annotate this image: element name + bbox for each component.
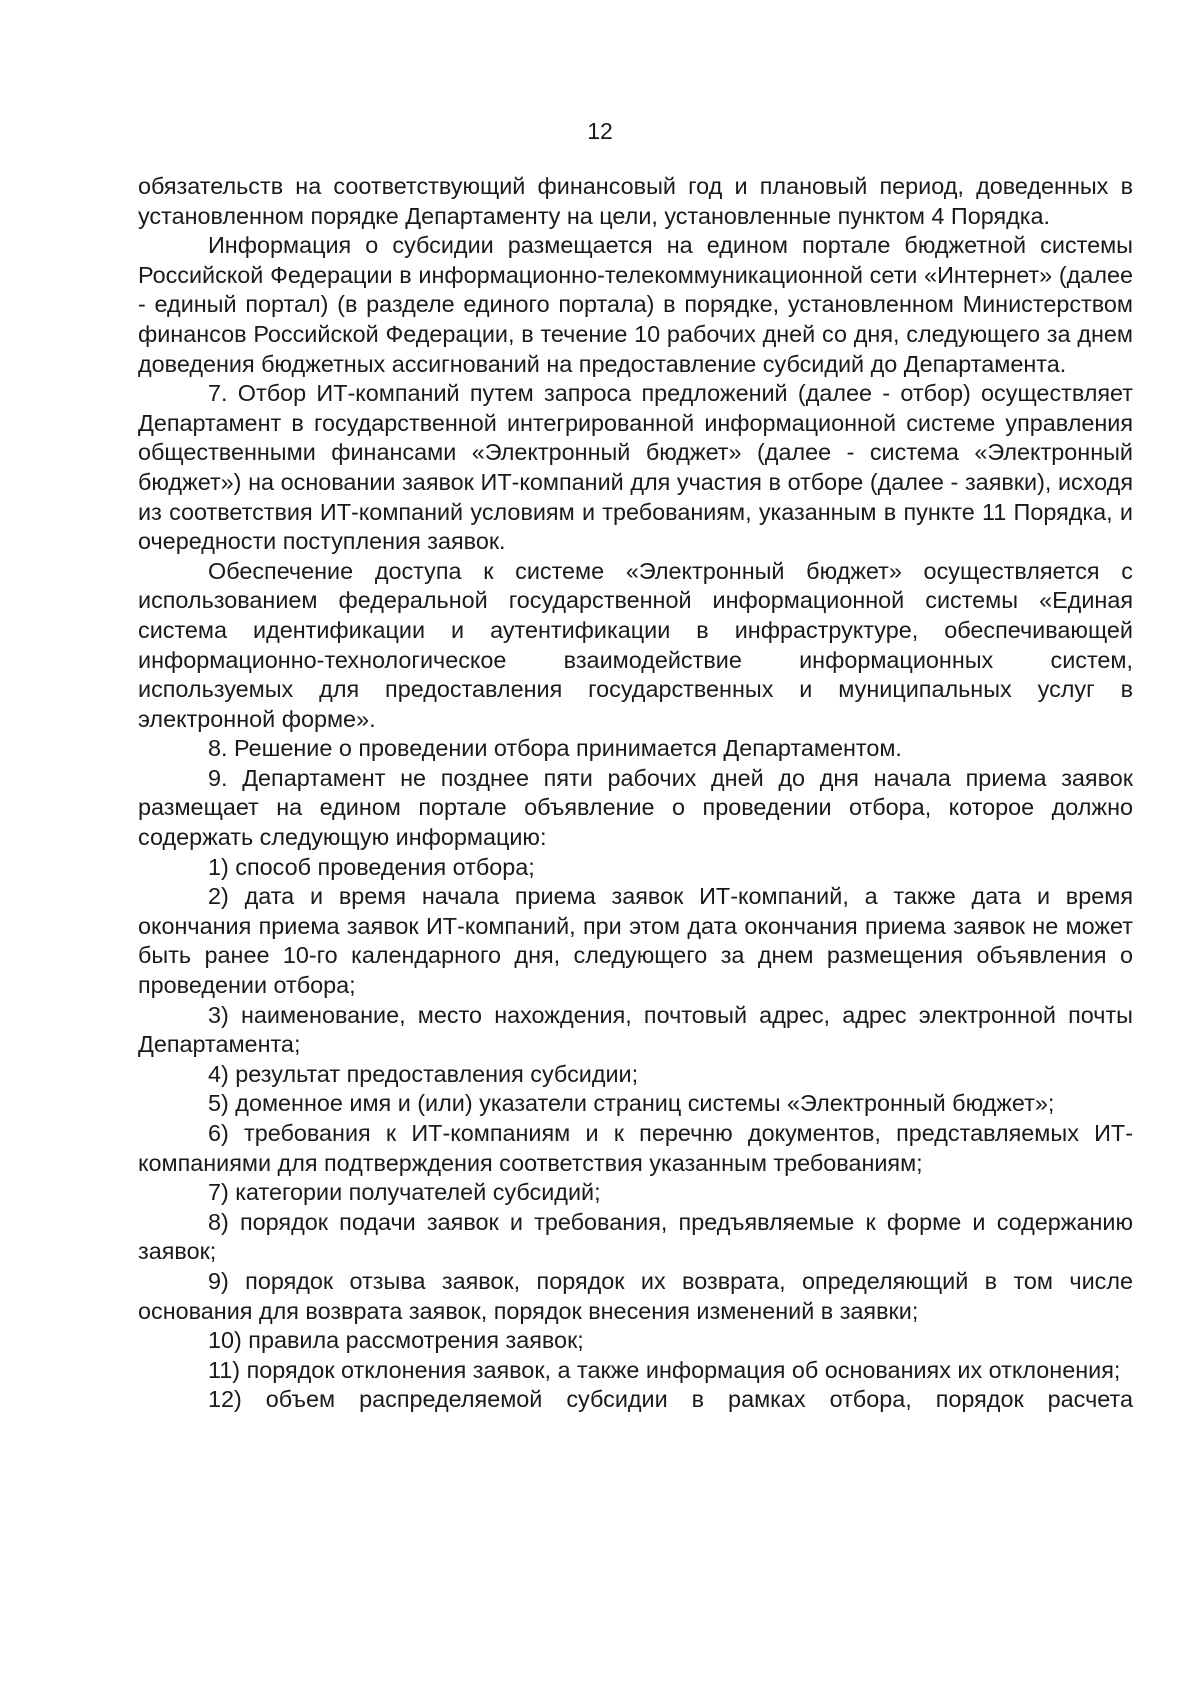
paragraph: 6) требования к ИТ-компаниям и к перечню документов, представляемых ИТ-компаниями для подтверждения соответствия указанным требованиям; [138, 1120, 1133, 1176]
paragraph: 7. Отбор ИТ-компаний путем запроса предложений (далее - отбор) осуществляет Департамент в государственной интегрированной информационной системе управления общественными финансами «Электронный бюджет» (далее - система «Электронный бюджет») на основании заявок ИТ-компаний для участия в отборе (далее - заявки), исходя из соответствия ИТ-компаний условиям и требованиям, указанным в пункте 11 Порядка, и очередности поступления заявок. [138, 380, 1133, 555]
paragraph: обязательств на соответствующий финансовый год и плановый период, доведенных в установленном порядке Департаменту на цели, установленные пунктом 4 Порядка. [138, 173, 1133, 229]
paragraph: 12) объем распределяемой субсидии в рамках отбора, порядок расчета [208, 1386, 1133, 1413]
paragraph: 3) наименование, место нахождения, почтовый адрес, адрес электронной почты Департамента; [138, 1001, 1133, 1058]
page-number: 12 [587, 118, 613, 144]
paragraph: 9. Департамент не позднее пяти рабочих дней до дня начала приема заявок размещает на едином портале объявление о проведении отбора, которое должно содержать следующую информацию: [138, 764, 1133, 851]
document-body [138, 172, 1133, 1415]
paragraph: 9) порядок отзыва заявок, порядок их возврата, определяющий в том числе основания для возврата заявок, порядок внесения изменений в заявки; [138, 1267, 1133, 1324]
paragraph: 7) категории получателей субсидий; [208, 1179, 601, 1206]
paragraph: 2) дата и время начала приема заявок ИТ-компаний, а также дата и время окончания приема заявок ИТ-компаний, при этом дата окончания приема заявок не может быть ранее 10-го календарного дня, следующего за днем размещения объявления о проведении отбора; [138, 883, 1133, 999]
paragraph: 10) правила рассмотрения заявок; [208, 1327, 584, 1354]
paragraph: 1) способ проведения отбора; [208, 853, 535, 880]
paragraph: Информация о субсидии размещается на едином портале бюджетной системы Российской Федерации в информационно-телекоммуникационной сети «Интернет» (далее - единый портал) (в разделе единого портала) в порядке, установленном Министерством финансов Российской Федерации, в течение 10 рабочих дней со дня, следующего за днем доведения бюджетных ассигнований на предоставление субсидий до Департамента. [138, 232, 1133, 377]
paragraph: 5) доменное имя и (или) указатели страниц системы «Электронный бюджет»; [208, 1090, 1055, 1117]
paragraph: 11) порядок отклонения заявок, а также информация об основаниях их отклонения; [208, 1356, 1121, 1383]
paragraph: Обеспечение доступа к системе «Электронный бюджет» осуществляется с использованием федеральной государственной информационной системы «Единая система идентификации и аутентификации в инфраструктуре, обеспечивающей информационно-технологическое взаимодействие информационных систем, используемых для предоставления государственных и муниципальных услуг в электронной форме». [138, 557, 1133, 732]
paragraph: 4) результат предоставления субсидии; [208, 1060, 639, 1087]
paragraph: 8) порядок подачи заявок и требования, предъявляемые к форме и содержанию заявок; [138, 1208, 1133, 1265]
paragraph: 8. Решение о проведении отбора принимается Департаментом. [208, 735, 902, 762]
